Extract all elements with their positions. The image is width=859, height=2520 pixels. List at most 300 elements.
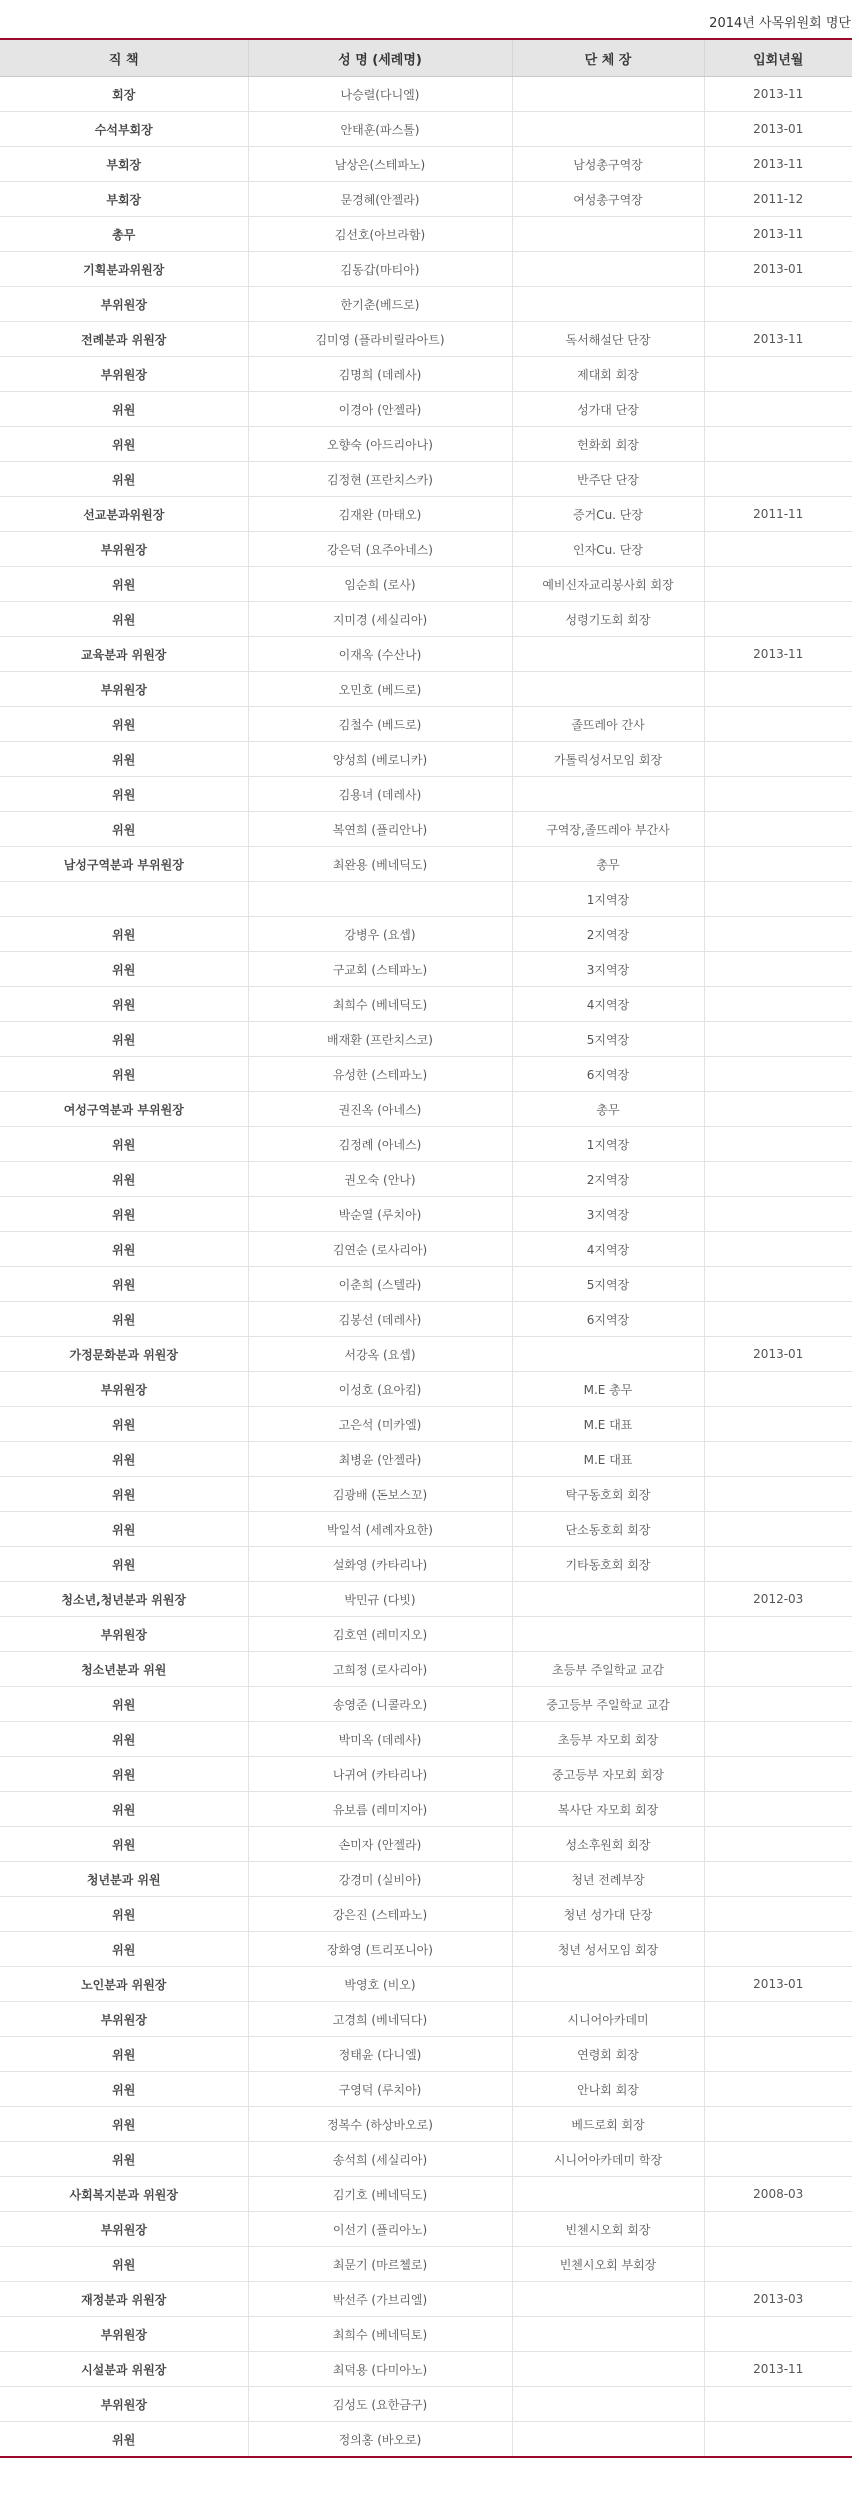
- cell-join-date: 2013-03: [704, 2282, 852, 2317]
- cell-name: 강은진 (스테파노): [248, 1897, 512, 1932]
- cell-name: 최희수 (베네딕도): [248, 987, 512, 1022]
- table-row: [0, 2422, 852, 2458]
- table-row: [0, 1582, 852, 1617]
- table-row: [0, 2387, 852, 2422]
- cell-position: 부위원장: [0, 532, 248, 567]
- cell-position: 부회장: [0, 182, 248, 217]
- cell-join-date: [704, 707, 852, 742]
- table-row: [0, 952, 852, 987]
- cell-position: 위원: [0, 2247, 248, 2282]
- table-row: [0, 497, 852, 532]
- cell-position: 위원: [0, 2422, 248, 2458]
- table-row: [0, 1967, 852, 2002]
- cell-group-head: 구역장,졸뜨레아 부간사: [512, 812, 704, 847]
- cell-position: 위원: [0, 952, 248, 987]
- table-row: [0, 1827, 852, 1862]
- cell-group-head: 청년 성가대 단장: [512, 1897, 704, 1932]
- cell-group-head: 시니어아카데미 학장: [512, 2142, 704, 2177]
- cell-position: 노인분과 위원장: [0, 1967, 248, 2002]
- header-group-head: 단 체 장: [512, 39, 704, 77]
- cell-name: 배재환 (프란치스코): [248, 1022, 512, 1057]
- cell-name: 김용녀 (데레사): [248, 777, 512, 812]
- cell-group-head: 초등부 주일학교 교감: [512, 1652, 704, 1687]
- table-row: [0, 1442, 852, 1477]
- cell-group-head: [512, 1582, 704, 1617]
- cell-name: 김동갑(마티아): [248, 252, 512, 287]
- cell-position: 위원: [0, 567, 248, 602]
- cell-name: 김명희 (데레사): [248, 357, 512, 392]
- table-row: [0, 1162, 852, 1197]
- cell-group-head: 베드로회 회장: [512, 2107, 704, 2142]
- table-row: [0, 2212, 852, 2247]
- cell-join-date: [704, 427, 852, 462]
- cell-group-head: 안나회 회장: [512, 2072, 704, 2107]
- cell-position: 위원: [0, 1232, 248, 1267]
- cell-join-date: 2013-01: [704, 252, 852, 287]
- cell-name: 한기춘(베드로): [248, 287, 512, 322]
- cell-group-head: 빈첸시오회 부회장: [512, 2247, 704, 2282]
- cell-position: 선교분과위원장: [0, 497, 248, 532]
- cell-join-date: 2008-03: [704, 2177, 852, 2212]
- cell-group-head: [512, 2177, 704, 2212]
- table-row: [0, 1232, 852, 1267]
- cell-join-date: [704, 1897, 852, 1932]
- cell-join-date: [704, 567, 852, 602]
- cell-group-head: [512, 77, 704, 112]
- table-row: [0, 812, 852, 847]
- cell-join-date: 2013-01: [704, 1967, 852, 2002]
- cell-position: 위원: [0, 1267, 248, 1302]
- cell-position: 위원: [0, 917, 248, 952]
- cell-position: 위원: [0, 602, 248, 637]
- cell-name: 문경혜(안젤라): [248, 182, 512, 217]
- cell-name: 권오숙 (안나): [248, 1162, 512, 1197]
- table-row: [0, 217, 852, 252]
- cell-join-date: [704, 1127, 852, 1162]
- table-row: [0, 1127, 852, 1162]
- cell-position: 위원: [0, 1477, 248, 1512]
- cell-join-date: [704, 1197, 852, 1232]
- cell-position: 수석부회장: [0, 112, 248, 147]
- cell-join-date: [704, 777, 852, 812]
- cell-join-date: 2013-01: [704, 1337, 852, 1372]
- cell-position: 교육분과 위원장: [0, 637, 248, 672]
- cell-position: 위원: [0, 427, 248, 462]
- cell-join-date: [704, 1267, 852, 1302]
- table-row: [0, 1862, 852, 1897]
- cell-name: 이선기 (플리아노): [248, 2212, 512, 2247]
- cell-name: 김호연 (레미지오): [248, 1617, 512, 1652]
- cell-group-head: [512, 2352, 704, 2387]
- cell-group-head: 4지역장: [512, 1232, 704, 1267]
- cell-name: 복연희 (플리안나): [248, 812, 512, 847]
- table-row: [0, 462, 852, 497]
- cell-join-date: [704, 2107, 852, 2142]
- cell-position: 위원: [0, 392, 248, 427]
- cell-join-date: [704, 1232, 852, 1267]
- table-row: [0, 532, 852, 567]
- cell-name: 권진옥 (아네스): [248, 1092, 512, 1127]
- cell-group-head: 탁구동호회 회장: [512, 1477, 704, 1512]
- cell-group-head: 단소동호회 회장: [512, 1512, 704, 1547]
- cell-group-head: 2지역장: [512, 1162, 704, 1197]
- cell-name: 김철수 (베드로): [248, 707, 512, 742]
- table-body: [0, 77, 852, 2458]
- cell-position: 위원: [0, 1057, 248, 1092]
- cell-join-date: [704, 1757, 852, 1792]
- table-row: [0, 1792, 852, 1827]
- cell-name: 김미영 (플라비릴라아트): [248, 322, 512, 357]
- cell-name: 지미경 (세실리아): [248, 602, 512, 637]
- cell-name: 고은석 (미카엘): [248, 1407, 512, 1442]
- header-row: [0, 39, 852, 77]
- cell-group-head: [512, 2317, 704, 2352]
- cell-group-head: 청년 성서모임 회장: [512, 1932, 704, 1967]
- cell-name: 강병우 (요셉): [248, 917, 512, 952]
- cell-position: 위원: [0, 1757, 248, 1792]
- cell-group-head: 6지역장: [512, 1302, 704, 1337]
- cell-position: 부위원장: [0, 2002, 248, 2037]
- cell-name: 강은덕 (요주아네스): [248, 532, 512, 567]
- cell-name: 남상은(스테파노): [248, 147, 512, 182]
- cell-name: 정의홍 (바오로): [248, 2422, 512, 2458]
- table-row: [0, 2247, 852, 2282]
- cell-name: 김정례 (아네스): [248, 1127, 512, 1162]
- cell-position: 위원: [0, 1722, 248, 1757]
- cell-name: 정태윤 (다니엘): [248, 2037, 512, 2072]
- cell-group-head: 남성총구역장: [512, 147, 704, 182]
- cell-group-head: 제대회 회장: [512, 357, 704, 392]
- cell-group-head: 2지역장: [512, 917, 704, 952]
- table-row: [0, 1302, 852, 1337]
- cell-position: 위원: [0, 1162, 248, 1197]
- cell-group-head: 졸뜨레아 간사: [512, 707, 704, 742]
- cell-position: 위원: [0, 707, 248, 742]
- cell-join-date: [704, 1057, 852, 1092]
- cell-group-head: 예비신자교리봉사회 회장: [512, 567, 704, 602]
- cell-join-date: [704, 532, 852, 567]
- cell-group-head: 성가대 단장: [512, 392, 704, 427]
- cell-join-date: [704, 1302, 852, 1337]
- cell-join-date: [704, 1827, 852, 1862]
- table-row: [0, 602, 852, 637]
- cell-position: 사회복지분과 위원장: [0, 2177, 248, 2212]
- cell-join-date: 2013-01: [704, 112, 852, 147]
- cell-join-date: [704, 1372, 852, 1407]
- cell-group-head: [512, 287, 704, 322]
- cell-name: 김기호 (베네딕도): [248, 2177, 512, 2212]
- cell-join-date: [704, 847, 852, 882]
- table-row: [0, 777, 852, 812]
- cell-position: 청년분과 위원: [0, 1862, 248, 1897]
- cell-group-head: [512, 112, 704, 147]
- cell-name: 설화영 (카타리나): [248, 1547, 512, 1582]
- cell-position: 위원: [0, 1022, 248, 1057]
- cell-group-head: 인자Cu. 단장: [512, 532, 704, 567]
- cell-join-date: [704, 952, 852, 987]
- cell-group-head: 4지역장: [512, 987, 704, 1022]
- cell-name: 오향숙 (아드리아나): [248, 427, 512, 462]
- cell-name: 김정현 (프란치스카): [248, 462, 512, 497]
- cell-group-head: [512, 672, 704, 707]
- cell-name: 안태훈(파스톨): [248, 112, 512, 147]
- table-row: [0, 2177, 852, 2212]
- table-row: [0, 987, 852, 1022]
- cell-join-date: [704, 1652, 852, 1687]
- table-row: [0, 1337, 852, 1372]
- cell-name: 이춘희 (스텔라): [248, 1267, 512, 1302]
- table-header: [0, 39, 852, 77]
- cell-name: 장화영 (트리포니아): [248, 1932, 512, 1967]
- cell-join-date: [704, 1932, 852, 1967]
- table-row: [0, 2072, 852, 2107]
- cell-join-date: 2011-11: [704, 497, 852, 532]
- cell-name: 박민규 (다빗): [248, 1582, 512, 1617]
- table-row: [0, 1617, 852, 1652]
- table-row: [0, 847, 852, 882]
- table-row: [0, 112, 852, 147]
- cell-position: 가정문화분과 위원장: [0, 1337, 248, 1372]
- cell-position: 청소년분과 위원: [0, 1652, 248, 1687]
- header-position: 직 책: [0, 39, 248, 77]
- cell-join-date: [704, 1862, 852, 1897]
- cell-join-date: [704, 1792, 852, 1827]
- table-row: [0, 147, 852, 182]
- cell-group-head: 총무: [512, 1092, 704, 1127]
- cell-group-head: [512, 252, 704, 287]
- cell-position: 부위원장: [0, 2212, 248, 2247]
- cell-group-head: 독서해설단 단장: [512, 322, 704, 357]
- cell-name: 오민호 (베드로): [248, 672, 512, 707]
- cell-position: 위원: [0, 1442, 248, 1477]
- cell-name: 유보름 (레미지아): [248, 1792, 512, 1827]
- cell-join-date: [704, 917, 852, 952]
- cell-group-head: 여성총구역장: [512, 182, 704, 217]
- cell-name: 강경미 (실비아): [248, 1862, 512, 1897]
- cell-position: 부위원장: [0, 2317, 248, 2352]
- cell-name: 나승렬(다니엘): [248, 77, 512, 112]
- cell-position: 위원: [0, 1127, 248, 1162]
- header-join-date: 입회년월: [704, 39, 852, 77]
- cell-group-head: [512, 637, 704, 672]
- cell-join-date: [704, 357, 852, 392]
- table-row: [0, 322, 852, 357]
- cell-group-head: [512, 2282, 704, 2317]
- cell-join-date: [704, 812, 852, 847]
- cell-join-date: 2012-03: [704, 1582, 852, 1617]
- cell-group-head: 시니어아카데미: [512, 2002, 704, 2037]
- cell-group-head: 5지역장: [512, 1022, 704, 1057]
- cell-join-date: [704, 1477, 852, 1512]
- table-row: [0, 2352, 852, 2387]
- header-name: 성 명 (세례명): [248, 39, 512, 77]
- cell-join-date: [704, 287, 852, 322]
- cell-join-date: 2011-12: [704, 182, 852, 217]
- cell-name: 김연순 (로사리아): [248, 1232, 512, 1267]
- table-row: [0, 2282, 852, 2317]
- cell-group-head: [512, 2387, 704, 2422]
- cell-join-date: [704, 462, 852, 497]
- cell-join-date: [704, 1722, 852, 1757]
- cell-join-date: [704, 1092, 852, 1127]
- cell-name: 고희정 (로사리아): [248, 1652, 512, 1687]
- cell-position: 위원: [0, 1932, 248, 1967]
- cell-position: 위원: [0, 777, 248, 812]
- cell-name: 김봉선 (데레사): [248, 1302, 512, 1337]
- table-caption: 2014년 사목위원회 명단: [709, 16, 851, 31]
- cell-position: 위원: [0, 1897, 248, 1932]
- cell-position: 위원: [0, 812, 248, 847]
- cell-position: 부위원장: [0, 1372, 248, 1407]
- cell-name: 서강옥 (요셉): [248, 1337, 512, 1372]
- table-row: [0, 2317, 852, 2352]
- cell-name: 김선호(아브라함): [248, 217, 512, 252]
- cell-position: 부회장: [0, 147, 248, 182]
- table-row: [0, 882, 852, 917]
- cell-name: 김광배 (돈보스꼬): [248, 1477, 512, 1512]
- cell-name: 이경아 (안젤라): [248, 392, 512, 427]
- cell-group-head: [512, 2422, 704, 2458]
- cell-join-date: [704, 2422, 852, 2458]
- cell-position: 시설분과 위원장: [0, 2352, 248, 2387]
- cell-name: 유성한 (스테파노): [248, 1057, 512, 1092]
- cell-position: 위원: [0, 2037, 248, 2072]
- cell-name: 최문기 (마르첼로): [248, 2247, 512, 2282]
- table-row: [0, 1652, 852, 1687]
- cell-join-date: [704, 742, 852, 777]
- cell-position: 회장: [0, 77, 248, 112]
- cell-join-date: [704, 2072, 852, 2107]
- cell-position: 위원: [0, 1512, 248, 1547]
- cell-position: 남성구역분과 부위원장: [0, 847, 248, 882]
- cell-group-head: [512, 217, 704, 252]
- cell-position: 위원: [0, 1687, 248, 1722]
- cell-join-date: [704, 1512, 852, 1547]
- table-row: [0, 427, 852, 462]
- cell-name: 박미옥 (데레사): [248, 1722, 512, 1757]
- cell-position: 부위원장: [0, 672, 248, 707]
- cell-name: 정복수 (하상바오로): [248, 2107, 512, 2142]
- table-row: [0, 707, 852, 742]
- cell-name: 박일석 (세례자요한): [248, 1512, 512, 1547]
- table-row: [0, 1757, 852, 1792]
- cell-group-head: 기타동호회 회장: [512, 1547, 704, 1582]
- cell-group-head: M.E 대표: [512, 1407, 704, 1442]
- table-row: [0, 637, 852, 672]
- cell-group-head: 1지역장: [512, 882, 704, 917]
- cell-position: 위원: [0, 1302, 248, 1337]
- cell-position: 위원: [0, 1792, 248, 1827]
- cell-name: 송석희 (세실리아): [248, 2142, 512, 2177]
- table-row: [0, 1372, 852, 1407]
- cell-position: [0, 882, 248, 917]
- cell-position: 위원: [0, 2142, 248, 2177]
- cell-join-date: [704, 1442, 852, 1477]
- cell-join-date: 2013-11: [704, 217, 852, 252]
- cell-join-date: [704, 1547, 852, 1582]
- table-row: [0, 672, 852, 707]
- cell-join-date: [704, 2212, 852, 2247]
- table-row: [0, 1512, 852, 1547]
- table-row: [0, 567, 852, 602]
- cell-group-head: 청년 전례부장: [512, 1862, 704, 1897]
- cell-group-head: 3지역장: [512, 1197, 704, 1232]
- cell-position: 부위원장: [0, 287, 248, 322]
- cell-join-date: [704, 1687, 852, 1722]
- table-row: [0, 287, 852, 322]
- committee-roster-table: [0, 38, 852, 2458]
- cell-join-date: [704, 602, 852, 637]
- cell-position: 위원: [0, 2107, 248, 2142]
- cell-name: 구교회 (스테파노): [248, 952, 512, 987]
- cell-group-head: 성령기도회 회장: [512, 602, 704, 637]
- table-row: [0, 1687, 852, 1722]
- cell-name: 박순열 (루치아): [248, 1197, 512, 1232]
- cell-name: 최완용 (베네딕도): [248, 847, 512, 882]
- table-row: [0, 742, 852, 777]
- cell-group-head: [512, 1617, 704, 1652]
- cell-group-head: M.E 총무: [512, 1372, 704, 1407]
- cell-name: 나귀여 (카타리나): [248, 1757, 512, 1792]
- cell-position: 청소년,청년분과 위원장: [0, 1582, 248, 1617]
- cell-name: 송영준 (니콜라오): [248, 1687, 512, 1722]
- cell-join-date: [704, 987, 852, 1022]
- cell-join-date: 2013-11: [704, 2352, 852, 2387]
- cell-position: 위원: [0, 1197, 248, 1232]
- cell-name: 손미자 (안젤라): [248, 1827, 512, 1862]
- table-row: [0, 77, 852, 112]
- cell-name: 최병윤 (안젤라): [248, 1442, 512, 1477]
- cell-join-date: [704, 2142, 852, 2177]
- cell-join-date: [704, 2037, 852, 2072]
- cell-group-head: 3지역장: [512, 952, 704, 987]
- cell-name: [248, 882, 512, 917]
- table-row: [0, 2002, 852, 2037]
- cell-position: 부위원장: [0, 1617, 248, 1652]
- table-row: [0, 392, 852, 427]
- table-row: [0, 2037, 852, 2072]
- cell-group-head: [512, 777, 704, 812]
- cell-name: 최희수 (베네딕토): [248, 2317, 512, 2352]
- table-row: [0, 1022, 852, 1057]
- table-row: [0, 357, 852, 392]
- cell-join-date: 2013-11: [704, 147, 852, 182]
- cell-position: 전례분과 위원장: [0, 322, 248, 357]
- cell-position: 위원: [0, 2072, 248, 2107]
- cell-join-date: [704, 2387, 852, 2422]
- cell-name: 김성도 (요한금구): [248, 2387, 512, 2422]
- cell-group-head: 총무: [512, 847, 704, 882]
- table-row: [0, 1897, 852, 1932]
- cell-name: 박영호 (비오): [248, 1967, 512, 2002]
- table-row: [0, 252, 852, 287]
- cell-join-date: [704, 2002, 852, 2037]
- cell-position: 위원: [0, 742, 248, 777]
- cell-position: 위원: [0, 1827, 248, 1862]
- cell-position: 위원: [0, 987, 248, 1022]
- cell-join-date: [704, 1617, 852, 1652]
- cell-position: 기획분과위원장: [0, 252, 248, 287]
- cell-group-head: 반주단 단장: [512, 462, 704, 497]
- cell-join-date: [704, 1022, 852, 1057]
- cell-group-head: 초등부 자모회 회장: [512, 1722, 704, 1757]
- table-row: [0, 1092, 852, 1127]
- cell-group-head: 중고등부 주일학교 교감: [512, 1687, 704, 1722]
- cell-position: 위원: [0, 1407, 248, 1442]
- table-row: [0, 2107, 852, 2142]
- cell-group-head: 연령회 회장: [512, 2037, 704, 2072]
- cell-group-head: 헌화회 회장: [512, 427, 704, 462]
